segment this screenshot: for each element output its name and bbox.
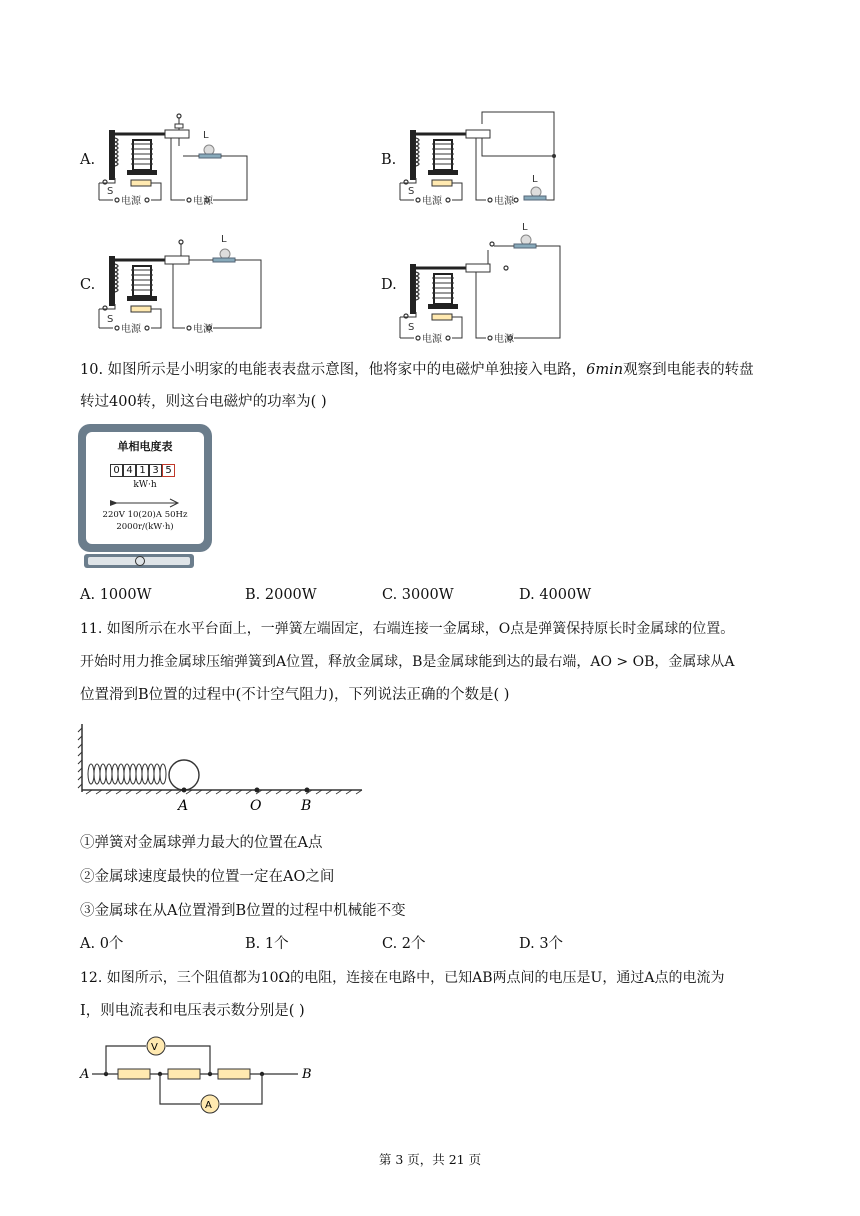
meter-digit: 0 (110, 464, 123, 477)
power-label-b1: 电源 (422, 196, 442, 207)
lamp-label-d: L (522, 222, 528, 233)
relay-circuit-d (396, 224, 566, 344)
power-label-b2: 电源 (494, 196, 514, 207)
q11-statement-2: ②金属球速度最快的位置一定在AO之间 (80, 869, 335, 885)
meter-digits (110, 464, 175, 477)
resistor-2 (168, 1069, 200, 1079)
point-o-label: O (250, 798, 262, 814)
switch-label-c: S (107, 314, 114, 325)
meter-digit: 3 (149, 464, 162, 477)
relay-circuit-c (95, 234, 265, 334)
meter-title: 单相电度表 (117, 440, 173, 453)
meter-base (84, 554, 194, 568)
q10-option-c[interactable]: C. 3000W (382, 587, 454, 603)
spring (88, 764, 166, 784)
point-b-label: B (301, 798, 312, 814)
power-label-a1: 电源 (121, 196, 141, 207)
lamp-label-c: L (221, 234, 227, 245)
switch-label-a: S (107, 186, 114, 197)
option-a-label: A. (80, 152, 96, 168)
voltmeter-label: V (151, 1042, 158, 1053)
relay-circuit-b (396, 108, 566, 208)
resistor-circuit (78, 1034, 328, 1114)
resistor-1 (118, 1069, 150, 1079)
q11-option-c[interactable]: C. 2个 (382, 936, 426, 952)
resistor-3 (218, 1069, 250, 1079)
q11-option-d[interactable]: D. 3个 (519, 936, 564, 952)
spring-ball-diagram (78, 722, 368, 812)
power-label-d1: 电源 (422, 334, 442, 345)
relay-circuit-a (95, 108, 255, 208)
switch-label-b: S (408, 186, 415, 197)
meter-spec2: 2000r/(kW·h) (116, 522, 174, 532)
power-label-c1: 电源 (121, 324, 141, 335)
q10-line1: 10. 如图所示是小明家的电能表表盘示意图，他将家中的电磁炉单独接入电路，6min观察到电能表的转盘 (80, 362, 754, 378)
node-b-label: B (302, 1067, 312, 1082)
q10-line2: 转过400转，则这台电磁炉的功率为( ) (80, 394, 327, 410)
q12-line1: 12. 如图所示，三个阻值都为10Ω的电阻，连接在电路中，已知AB两点间的电压是U，通过A点的电流为 (80, 970, 725, 986)
meter-digit: 1 (136, 464, 149, 477)
node-a-label: A (80, 1067, 90, 1082)
page-footer: 第 3 页，共 21 页 (378, 1152, 482, 1167)
power-label-d2: 电源 (494, 334, 514, 345)
meter-unit: kW·h (133, 480, 157, 490)
lamp-label-a: L (203, 130, 209, 141)
power-label-a2: 电源 (193, 196, 213, 207)
q11-line2: 开始时用力推金属球压缩弹簧到A位置，释放金属球，B是金属球能到达的最右端，AO > OB，金属球从A (80, 654, 735, 670)
ammeter-label: A (205, 1100, 212, 1111)
meter-digit: 4 (123, 464, 136, 477)
q10-option-a[interactable]: A. 1000W (80, 587, 152, 603)
option-b-label: B. (381, 152, 397, 168)
q11-option-b[interactable]: B. 1个 (245, 936, 289, 952)
power-label-c2: 电源 (193, 324, 213, 335)
q10-option-d[interactable]: D. 4000W (519, 587, 592, 603)
q11-line3: 位置滑到B位置的过程中(不计空气阻力)，下列说法正确的个数是( ) (80, 687, 510, 703)
q11-line1: 11. 如图所示在水平台面上，一弹簧左端固定，右端连接一金属球，O点是弹簧保持原长时金属球的位置。 (80, 621, 735, 637)
meter-arrow (110, 498, 180, 508)
option-c-label: C. (80, 277, 96, 293)
meter-spec1: 220V 10(20)A 50Hz (102, 510, 188, 520)
q12-line2: I，则电流表和电压表示数分别是( ) (80, 1003, 305, 1019)
lamp-label-b: L (532, 174, 538, 185)
q11-statement-1: ①弹簧对金属球弹力最大的位置在A点 (80, 835, 323, 851)
q11-option-a[interactable]: A. 0个 (80, 936, 124, 952)
electric-meter (78, 424, 212, 552)
switch-label-d: S (408, 322, 415, 333)
meter-digit-red: 5 (162, 464, 175, 477)
point-a-label: A (178, 798, 189, 814)
q11-statement-3: ③金属球在从A位置滑到B位置的过程中机械能不变 (80, 903, 406, 919)
q10-option-b[interactable]: B. 2000W (245, 587, 317, 603)
metal-ball (169, 760, 199, 790)
option-d-label: D. (381, 277, 397, 293)
